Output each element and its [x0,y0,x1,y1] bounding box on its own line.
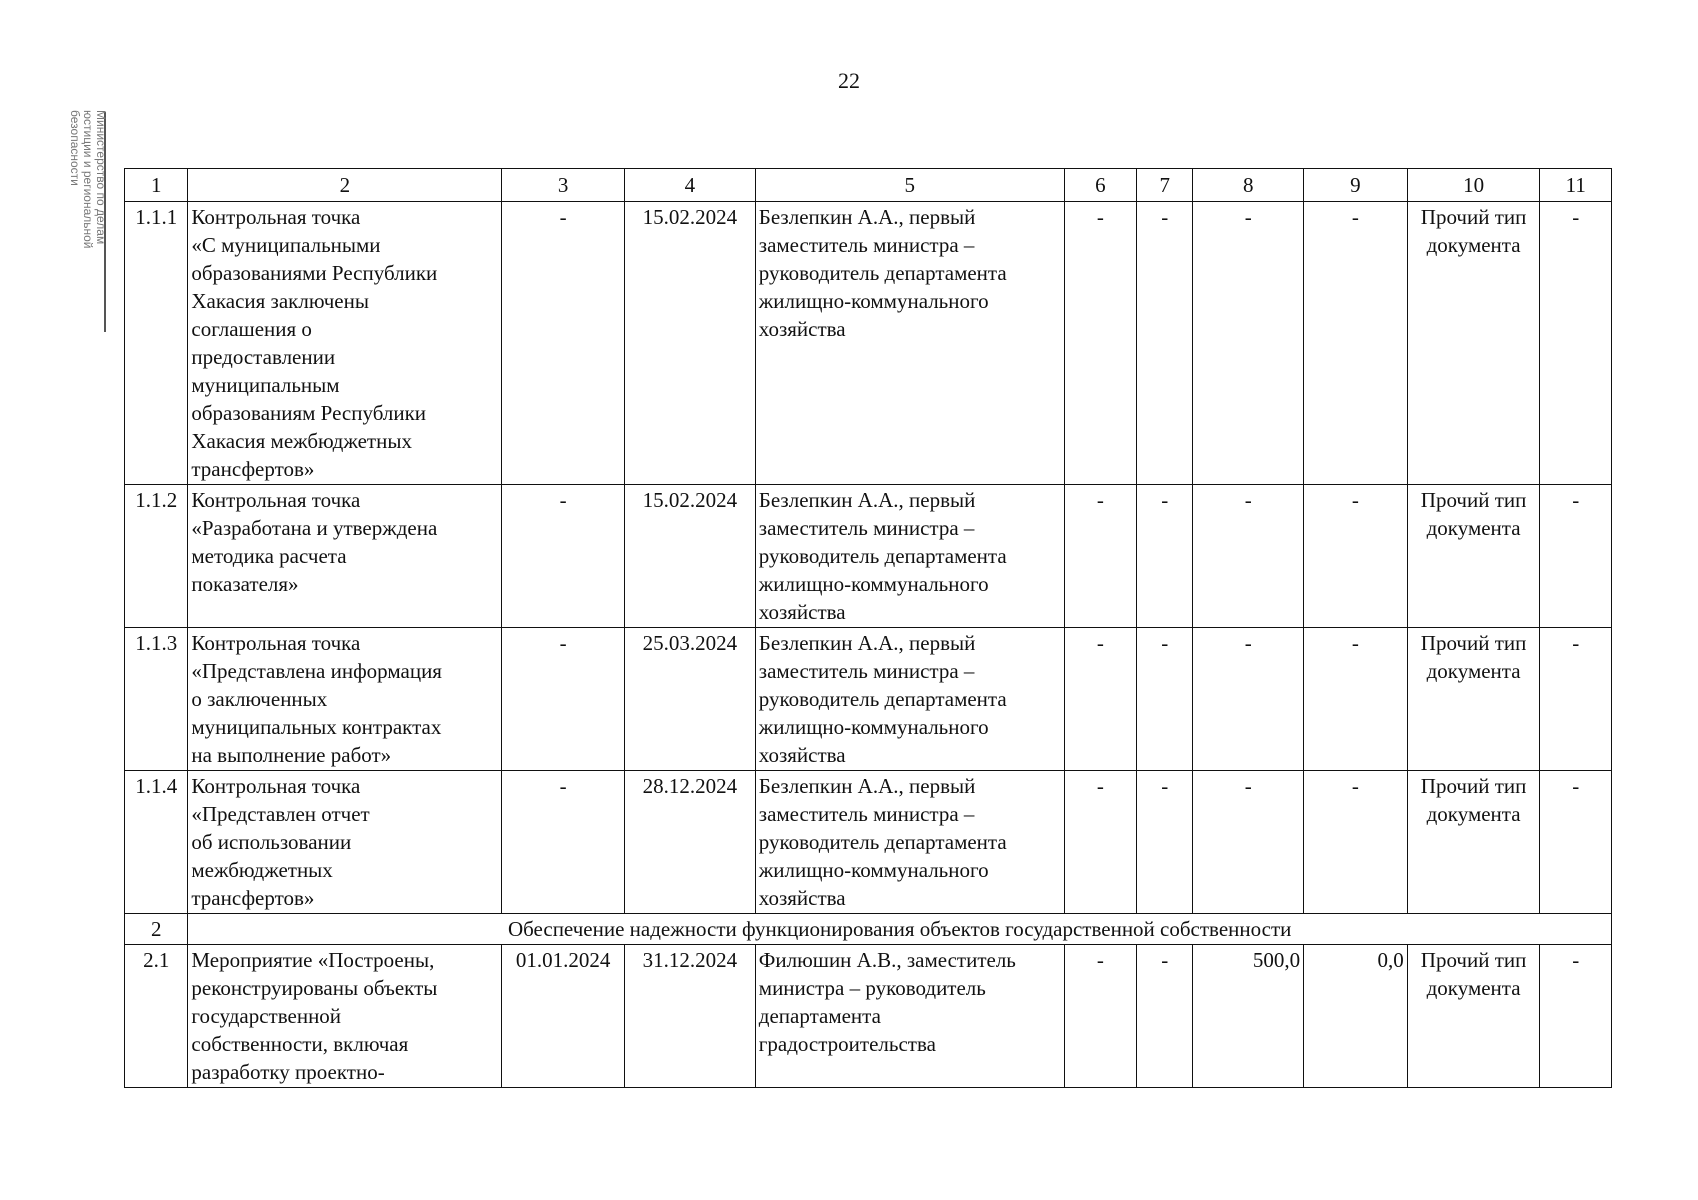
end-date: 25.03.2024 [625,628,756,771]
stamp-line: безопасности [68,110,82,186]
task-name: Мероприятие «Построены, реконструированы объекты государственной собственности, включая разработку проектно- [188,945,502,1088]
task-name: Контрольная точка «Представлена информация о заключенных муниципальных контрактах на выполнение работ» [188,628,502,771]
document-type: Прочий тип документа [1407,485,1540,628]
cell-col-11: - [1540,945,1612,1088]
row-number: 2.1 [125,945,188,1088]
start-date: - [502,628,625,771]
end-date: 15.02.2024 [625,485,756,628]
cell-col-6: - [1064,628,1136,771]
cell-col-6: - [1064,771,1136,914]
cell-col-6: - [1064,485,1136,628]
cell-col-7: - [1137,628,1193,771]
document-type: Прочий тип документа [1407,771,1540,914]
cell-col-8: - [1193,202,1304,485]
plan-table [124,168,1612,1088]
table-row [125,771,1612,914]
cell-col-9: - [1304,628,1408,771]
document-type: Прочий тип документа [1407,945,1540,1088]
column-header-6: 6 [1064,169,1136,202]
task-name: Контрольная точка «С муниципальными образованиями Республики Хакасия заключены соглашения о предоставлении муниципальным образованиям Республики Хакасия межбюджетных трансфертов» [188,202,502,485]
cell-col-9: - [1304,771,1408,914]
cell-col-7: - [1137,771,1193,914]
task-name: Контрольная точка «Разработана и утверждена методика расчета показателя» [188,485,502,628]
column-header-11: 11 [1540,169,1612,202]
column-header-10: 10 [1407,169,1540,202]
row-number: 1.1.1 [125,202,188,485]
cell-col-6: - [1064,945,1136,1088]
cell-col-11: - [1540,485,1612,628]
cell-col-11: - [1540,771,1612,914]
start-date: - [502,202,625,485]
end-date: 31.12.2024 [625,945,756,1088]
table-row [125,945,1612,1088]
section-row [125,914,1612,945]
responsible-person: Безлепкин А.А., первый заместитель министра – руководитель департамента жилищно-коммунального хозяйства [755,485,1064,628]
column-header-9: 9 [1304,169,1408,202]
cell-col-8: - [1193,485,1304,628]
stamp-line: юстиции и региональной [81,110,95,249]
cell-col-7: - [1137,485,1193,628]
amount-actual: 0,0 [1304,945,1408,1088]
table-row [125,202,1612,485]
page-number: 22 [838,68,860,93]
end-date: 15.02.2024 [625,202,756,485]
stamp-line: Министерство по делам [94,110,108,245]
row-number: 1.1.4 [125,771,188,914]
cell-col-7: - [1137,945,1193,1088]
row-number: 1.1.2 [125,485,188,628]
amount-planned: 500,0 [1193,945,1304,1088]
responsible-person: Безлепкин А.А., первый заместитель министра – руководитель департамента жилищно-коммунального хозяйства [755,771,1064,914]
header-row [125,169,1612,202]
section-number: 2 [125,914,188,945]
cell-col-8: - [1193,771,1304,914]
responsible-person: Безлепкин А.А., первый заместитель министра – руководитель департамента жилищно-коммунального хозяйства [755,628,1064,771]
column-header-4: 4 [625,169,756,202]
document-type: Прочий тип документа [1407,202,1540,485]
cell-col-9: - [1304,485,1408,628]
cell-col-8: - [1193,628,1304,771]
cell-col-6: - [1064,202,1136,485]
row-number: 1.1.3 [125,628,188,771]
column-header-8: 8 [1193,169,1304,202]
column-header-2: 2 [188,169,502,202]
column-header-1: 1 [125,169,188,202]
end-date: 28.12.2024 [625,771,756,914]
column-header-7: 7 [1137,169,1193,202]
start-date: - [502,771,625,914]
cell-col-9: - [1304,202,1408,485]
start-date: - [502,485,625,628]
responsible-person: Филюшин А.В., заместитель министра – руководитель департамента градостроительства [755,945,1064,1088]
cell-col-11: - [1540,202,1612,485]
table-row [125,485,1612,628]
document-type: Прочий тип документа [1407,628,1540,771]
cell-col-7: - [1137,202,1193,485]
start-date: 01.01.2024 [502,945,625,1088]
table-row [125,628,1612,771]
task-name: Контрольная точка «Представлен отчет об использовании межбюджетных трансфертов» [188,771,502,914]
section-title: Обеспечение надежности функционирования объектов государственной собственности [188,914,1612,945]
column-header-5: 5 [755,169,1064,202]
cell-col-11: - [1540,628,1612,771]
responsible-person: Безлепкин А.А., первый заместитель министра – руководитель департамента жилищно-коммунального хозяйства [755,202,1064,485]
column-header-3: 3 [502,169,625,202]
stamp-text [37,110,107,330]
